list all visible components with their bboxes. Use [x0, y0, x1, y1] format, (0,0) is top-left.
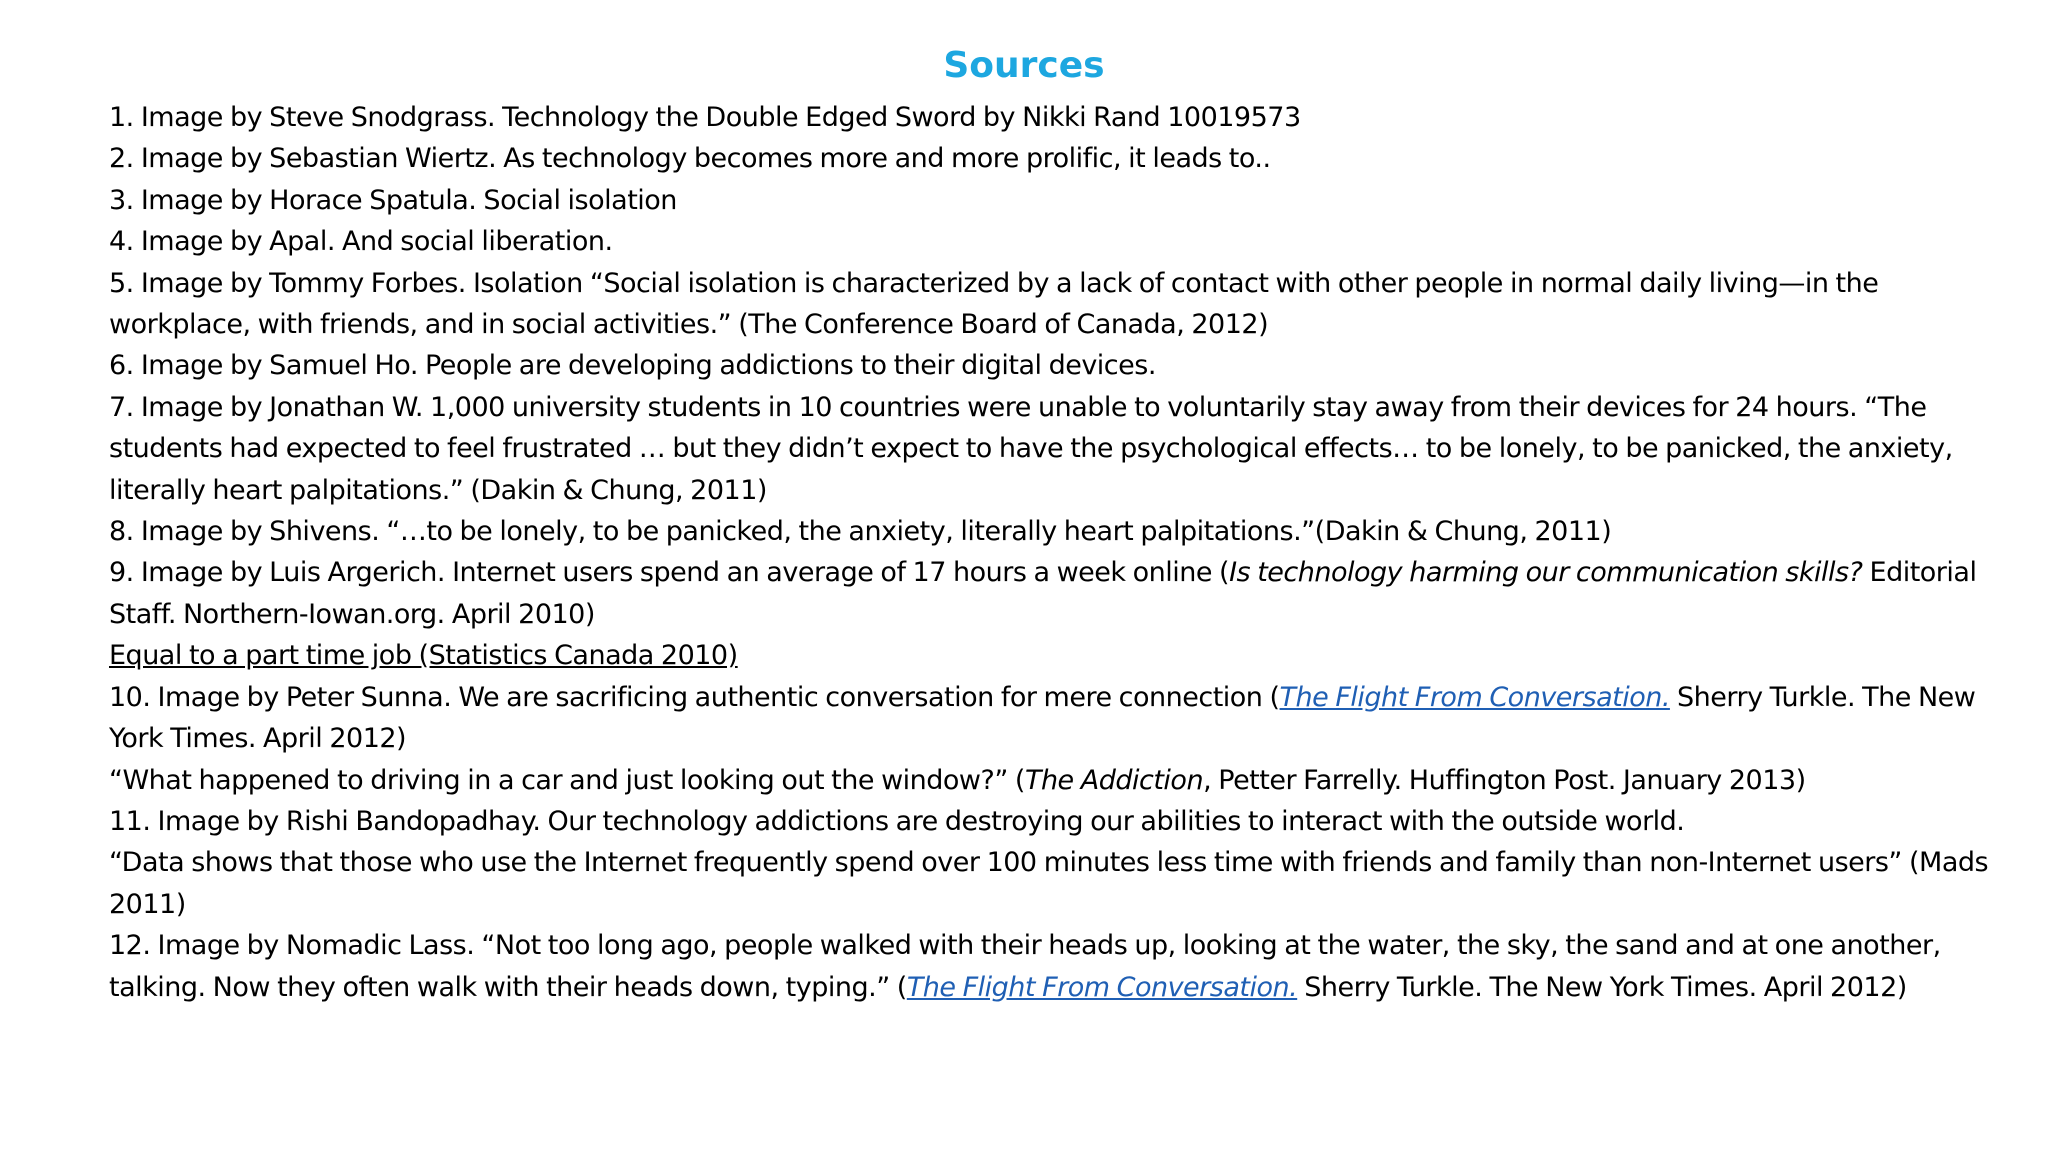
source-entry: [109, 760, 1989, 801]
source-entry: [109, 387, 1989, 511]
source-entry: [109, 552, 1989, 635]
entry-text: Editorial Staff. Northern-Iowan.org. April 2010): [109, 557, 1977, 630]
source-entry: [109, 263, 1989, 346]
entry-text: 12. Image by Nomadic Lass. “Not too long ago, people walked with their heads up, looking at the water, the sky, the sand and at one another, talking. Now they often walk with their heads down, typing.” (: [109, 930, 1941, 1003]
entry-text: 2. Image by Sebastian Wiertz. As technology becomes more and more prolific, it leads to..: [109, 143, 1271, 175]
source-link[interactable]: The Flight From Conversation.: [1279, 681, 1670, 713]
source-entry: [109, 925, 1989, 1008]
sources-list: [109, 97, 1989, 1008]
source-entry: [109, 511, 1989, 552]
entry-text: “What happened to driving in a car and just looking out the window?” (: [109, 764, 1025, 796]
source-entry: [109, 180, 1989, 221]
entry-text: Sherry Turkle. The New York Times. April 2012): [1297, 971, 1907, 1003]
source-entry: [109, 138, 1989, 179]
entry-text: , Petter Farrelly. Huffington Post. January 2013): [1203, 764, 1806, 796]
source-entry: [109, 345, 1989, 386]
entry-text: 10. Image by Peter Sunna. We are sacrificing authentic conversation for mere connection (: [109, 681, 1280, 713]
source-entry: [109, 635, 1989, 676]
italic-title: Is technology harming our communication skills?: [1229, 557, 1863, 589]
entry-text: 6. Image by Samuel Ho. People are developing addictions to their digital devices.: [109, 350, 1156, 382]
entry-text: 9. Image by Luis Argerich. Internet users spend an average of 17 hours a week online (: [109, 557, 1230, 589]
entry-text: Sherry Turkle. The New York Times. April 2012): [109, 681, 1976, 755]
source-entry: [109, 801, 1989, 842]
source-entry: [109, 842, 1989, 925]
italic-title: The Addiction: [1024, 764, 1204, 796]
source-entry: [109, 97, 1989, 138]
entry-text: 7. Image by Jonathan W. 1,000 university students in 10 countries were unable to voluntarily stay away from their devices for 24 hours. “The students had expected to feel frustrated … but they didn’t expect to have the psychological effects… to be lonely, to be panicked, the anxiety, literally heart palpitations.” (Dakin & Chung, 2011): [109, 391, 1953, 506]
slide-title: Sources: [943, 45, 1105, 86]
entry-text: “Data shows that those who use the Internet frequently spend over 100 minutes less time with friends and family than non-Internet users” (Mads 2011): [109, 847, 1989, 920]
entry-text: 11. Image by Rishi Bandopadhay. Our technology addictions are destroying our abilities to interact with the outside world.: [109, 805, 1685, 837]
source-link[interactable]: The Flight From Conversation.: [906, 971, 1298, 1003]
entry-text: 4. Image by Apal. And social liberation.: [109, 226, 613, 258]
entry-text: 1. Image by Steve Snodgrass. Technology the Double Edged Sword by Nikki Rand 10019573: [109, 102, 1301, 133]
source-entry: [109, 677, 1989, 760]
entry-text: 3. Image by Horace Spatula. Social isolation: [109, 184, 677, 216]
source-entry: [109, 221, 1989, 262]
entry-text: 5. Image by Tommy Forbes. Isolation “Social isolation is characterized by a lack of contact with other people in normal daily living—in the workplace, with friends, and in social activities.” (The Conference Board of Canada, 2012): [109, 267, 1879, 341]
entry-text: 8. Image by Shivens. “…to be lonely, to be panicked, the anxiety, literally heart palpitations.”(Dakin & Chung, 2011): [109, 516, 1612, 548]
underlined-note: Equal to a part time job (Statistics Canada 2010): [109, 640, 738, 672]
